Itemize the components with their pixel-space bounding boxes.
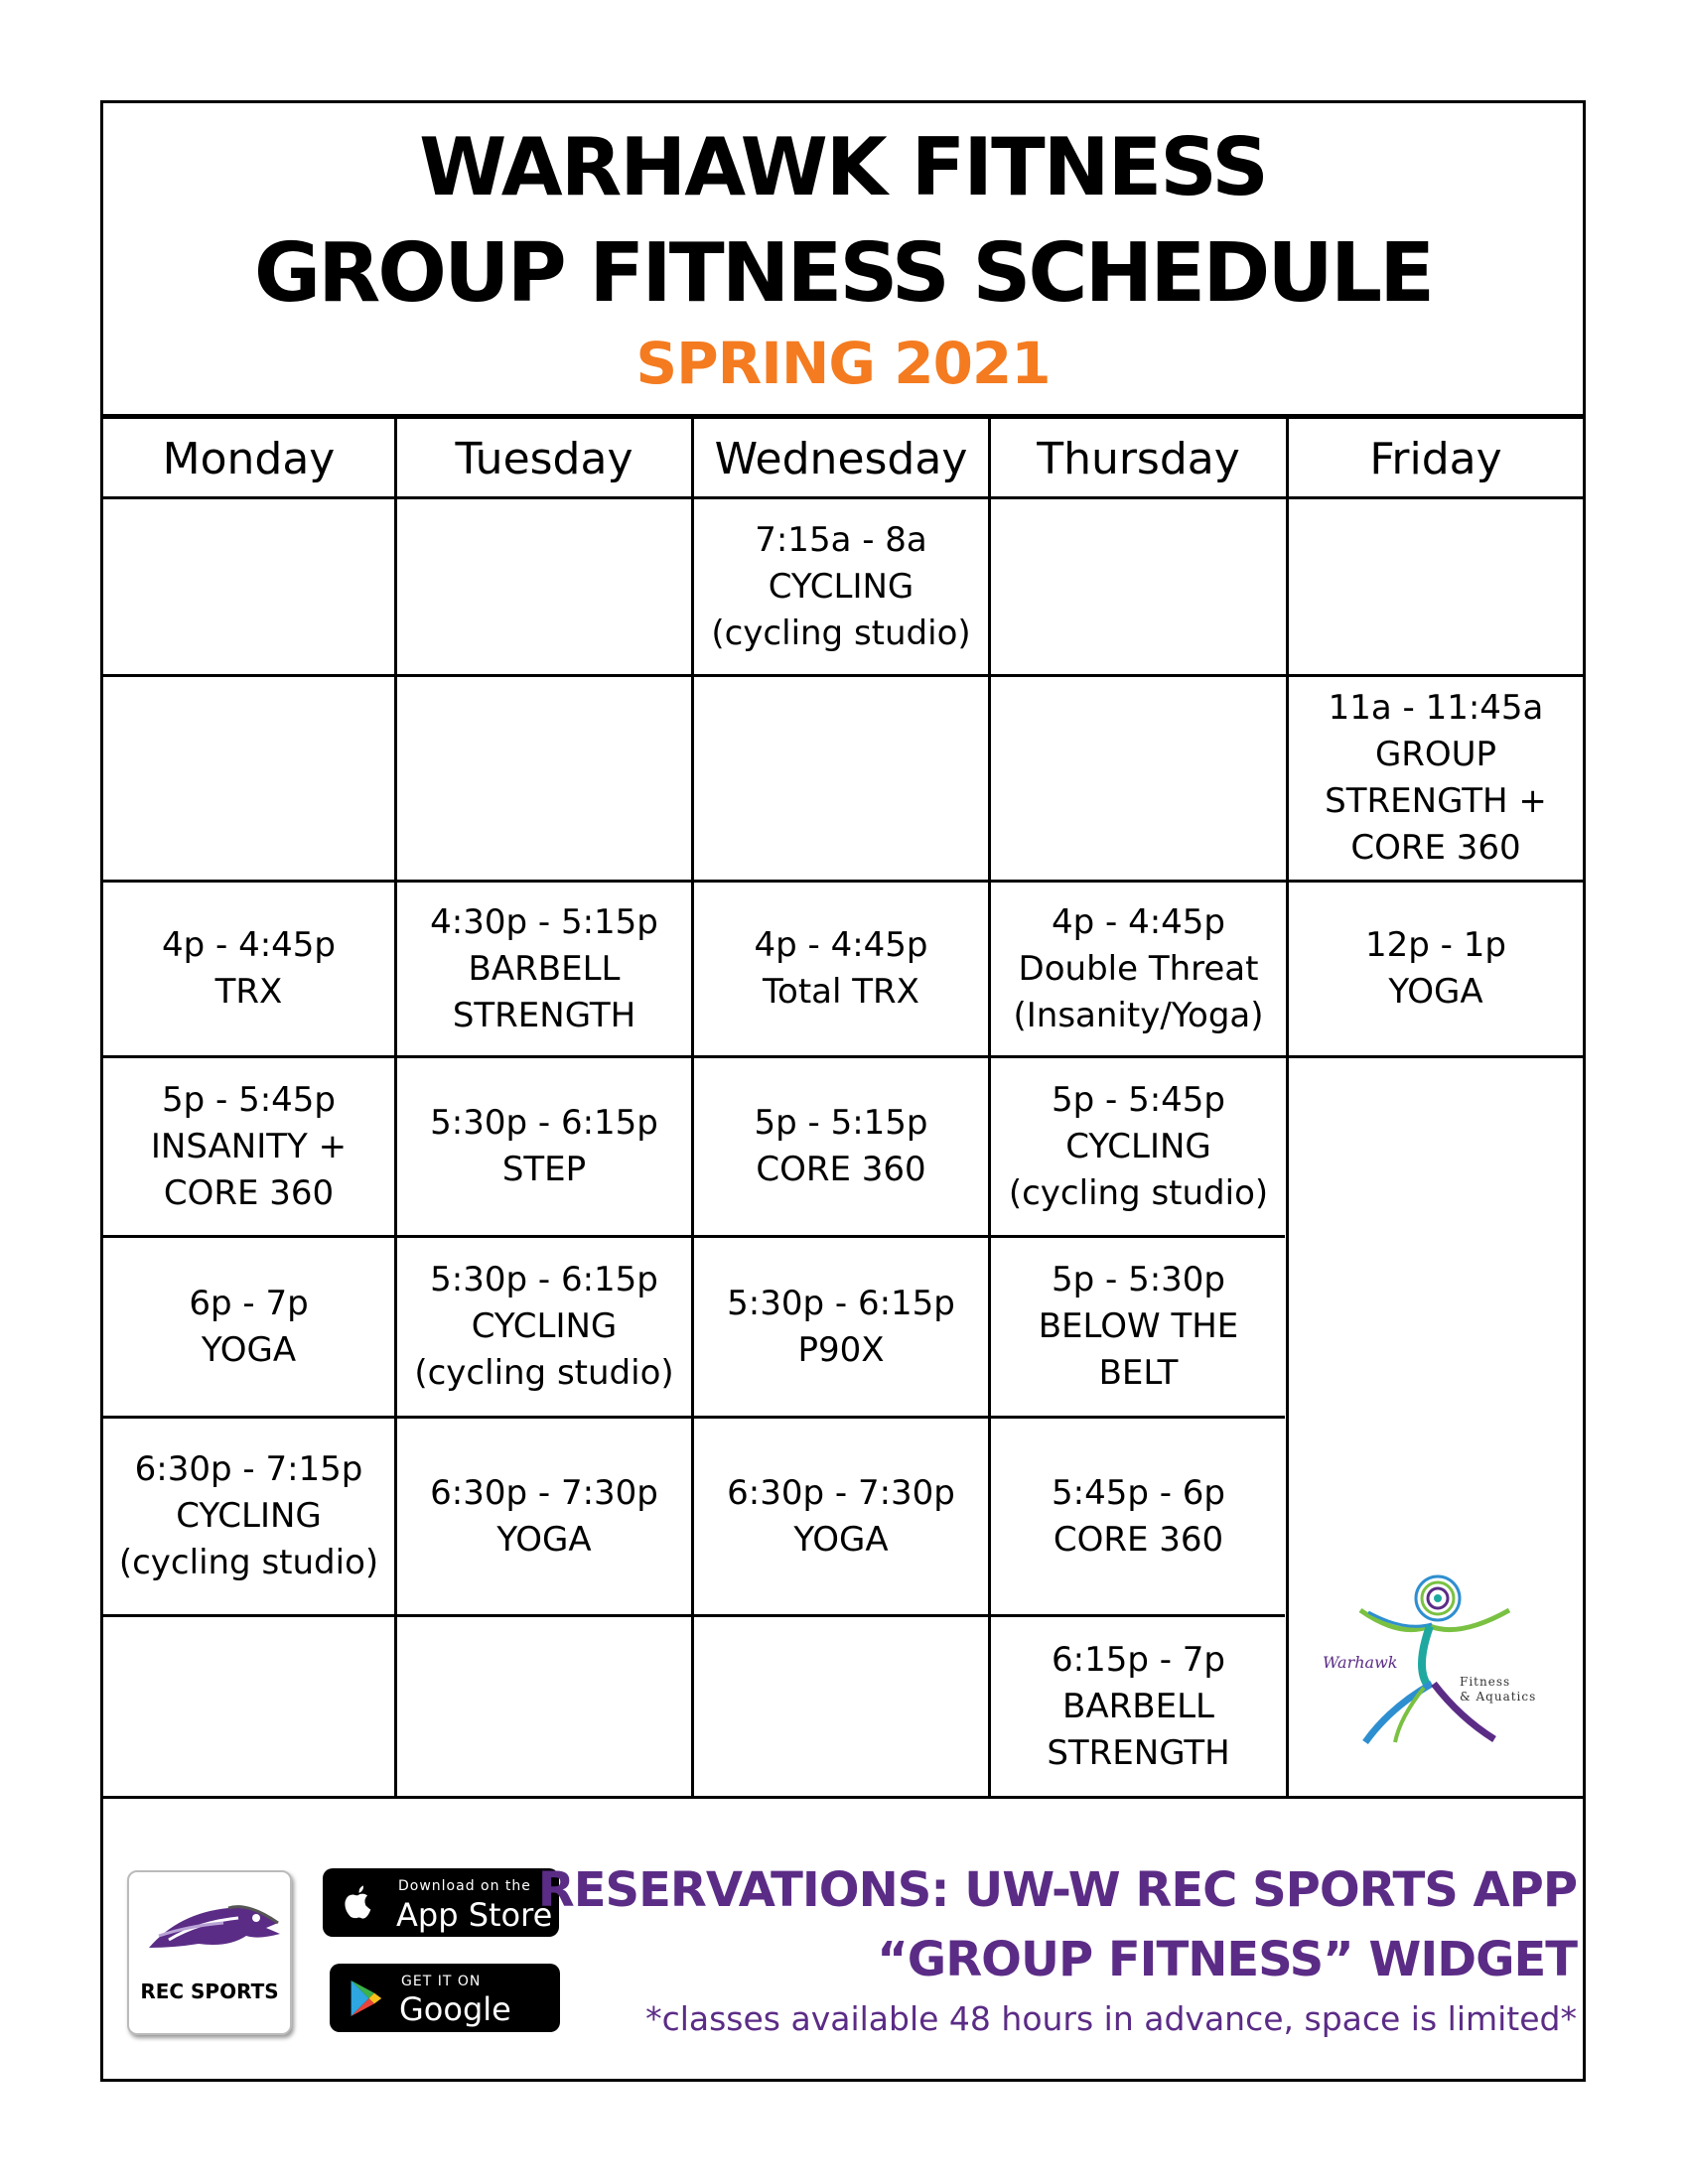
class-name: CYCLING bbox=[768, 566, 914, 607]
class-name: BARBELL bbox=[1062, 1686, 1214, 1726]
class-name: YOGA bbox=[201, 1329, 297, 1370]
class-cell bbox=[991, 1617, 1286, 1796]
google-play-big-text: Google Play bbox=[399, 1990, 511, 2066]
class-time: 6p - 7p bbox=[189, 1283, 309, 1323]
class-cell bbox=[103, 1419, 394, 1614]
class-cell bbox=[694, 883, 988, 1055]
class-time: 5p - 5:45p bbox=[161, 1079, 337, 1120]
class-time: 6:15p - 7p bbox=[1051, 1639, 1226, 1680]
class-name: CORE 360 bbox=[756, 1150, 926, 1189]
class-name: BELT bbox=[1098, 1353, 1179, 1393]
class-name: CYCLING bbox=[1065, 1126, 1211, 1166]
class-name: CYCLING bbox=[471, 1306, 618, 1346]
class-name: TRX bbox=[214, 972, 283, 1012]
class-cell bbox=[397, 1058, 691, 1235]
class-name: P90X bbox=[797, 1329, 885, 1370]
class-time: 4p - 4:45p bbox=[161, 925, 337, 965]
google-play-small-text: GET IT ON bbox=[401, 1974, 482, 1989]
class-name: YOGA bbox=[793, 1519, 889, 1560]
season-subtitle: SPRING 2021 bbox=[635, 330, 1051, 397]
day-header-wednesday: Wednesday bbox=[714, 433, 968, 484]
class-name: CORE 360 bbox=[1053, 1519, 1224, 1560]
class-time: 5p - 5:45p bbox=[1051, 1079, 1226, 1120]
warhawk-head-icon bbox=[129, 1878, 290, 1978]
class-name: INSANITY + bbox=[150, 1126, 348, 1166]
rec-sports-label: REC SPORTS bbox=[140, 1979, 279, 2003]
class-location: (cycling studio) bbox=[1008, 1172, 1269, 1213]
logo-text-aquatics: & Aquatics bbox=[1460, 1690, 1537, 1704]
logo-script-text: Warhawk bbox=[1323, 1653, 1398, 1672]
class-time: 5:45p - 6p bbox=[1051, 1472, 1226, 1513]
class-cell bbox=[694, 1058, 988, 1235]
reservations-note: *classes available 48 hours in advance, space is limited* bbox=[645, 1999, 1577, 2038]
page-title-line1: WARHAWK FITNESS bbox=[419, 121, 1267, 213]
title-block bbox=[100, 103, 1586, 417]
class-location: (cycling studio) bbox=[414, 1353, 674, 1393]
class-cell bbox=[1289, 883, 1583, 1055]
class-time: 6:30p - 7:15p bbox=[134, 1449, 363, 1489]
logo-text-fitness: Fitness bbox=[1460, 1675, 1511, 1689]
class-location: (Insanity/Yoga) bbox=[1013, 995, 1264, 1035]
class-name: Total TRX bbox=[763, 972, 919, 1012]
class-cell bbox=[397, 1419, 691, 1614]
class-time: 4p - 4:45p bbox=[754, 925, 928, 965]
class-name: BARBELL bbox=[468, 948, 621, 989]
class-cell bbox=[991, 1058, 1286, 1235]
class-time: 6:30p - 7:30p bbox=[430, 1472, 658, 1513]
grid-line bbox=[100, 1796, 1586, 1799]
class-cell bbox=[991, 1419, 1286, 1614]
app-store-big-text: App Store bbox=[396, 1896, 553, 1934]
class-cell bbox=[694, 1419, 988, 1614]
class-cell bbox=[103, 1238, 394, 1416]
class-time: 4p - 4:45p bbox=[1051, 901, 1226, 942]
class-cell bbox=[694, 499, 988, 674]
class-name: BELOW THE bbox=[1038, 1306, 1239, 1346]
class-time: 11a - 11:45a bbox=[1328, 688, 1544, 728]
class-name: STEP bbox=[501, 1150, 587, 1189]
app-store-small-text: Download on the bbox=[398, 1878, 531, 1894]
google-play-icon bbox=[348, 1979, 383, 2018]
class-location: (cycling studio) bbox=[711, 613, 971, 653]
app-store-button[interactable] bbox=[323, 1868, 559, 1937]
class-time: 5:30p - 6:15p bbox=[430, 1260, 658, 1299]
warhawk-fitness-aquatics-logo bbox=[1321, 1569, 1559, 1747]
class-cell bbox=[694, 1238, 988, 1416]
rec-sports-app-badge[interactable] bbox=[127, 1870, 292, 2035]
class-name: YOGA bbox=[496, 1519, 592, 1560]
page-title-line2: GROUP FITNESS SCHEDULE bbox=[253, 226, 1433, 321]
class-name: YOGA bbox=[1388, 972, 1483, 1012]
class-time: 12p - 1p bbox=[1365, 925, 1506, 965]
day-header-friday: Friday bbox=[1369, 433, 1502, 484]
class-cell bbox=[397, 883, 691, 1055]
class-time: 7:15a - 8a bbox=[755, 519, 927, 560]
day-header-tuesday: Tuesday bbox=[455, 433, 633, 484]
class-time: 5p - 5:30p bbox=[1051, 1260, 1226, 1299]
class-time: 5p - 5:15p bbox=[754, 1103, 928, 1143]
class-time: 5:30p - 6:15p bbox=[727, 1283, 955, 1323]
reservations-line2: “GROUP FITNESS” WIDGET bbox=[877, 1932, 1577, 1987]
class-time: 6:30p - 7:30p bbox=[727, 1472, 955, 1513]
class-name: CYCLING bbox=[176, 1496, 322, 1536]
google-play-button[interactable] bbox=[330, 1964, 560, 2066]
class-location: (cycling studio) bbox=[118, 1543, 379, 1582]
reservations-line1: RESERVATIONS: UW-W REC SPORTS APP bbox=[537, 1862, 1577, 1918]
day-header-monday: Monday bbox=[162, 433, 336, 484]
class-time: 5:30p - 6:15p bbox=[430, 1103, 658, 1143]
class-name: CORE 360 bbox=[1350, 828, 1521, 868]
grid-line bbox=[1286, 417, 1289, 1799]
day-header-thursday: Thursday bbox=[1037, 433, 1240, 484]
class-name: GROUP bbox=[1374, 735, 1497, 774]
class-cell bbox=[103, 1058, 394, 1235]
class-cell bbox=[991, 883, 1286, 1055]
class-name: STRENGTH bbox=[452, 995, 636, 1035]
class-name: STRENGTH + bbox=[1325, 781, 1547, 821]
class-cell bbox=[1289, 677, 1583, 880]
class-name: CORE 360 bbox=[163, 1172, 335, 1213]
class-cell bbox=[991, 1238, 1286, 1416]
class-cell bbox=[103, 883, 394, 1055]
class-cell bbox=[397, 1238, 691, 1416]
class-name: Double Threat bbox=[1018, 948, 1259, 989]
class-name: STRENGTH bbox=[1047, 1732, 1230, 1773]
apple-icon bbox=[341, 1882, 374, 1922]
class-time: 4:30p - 5:15p bbox=[430, 901, 658, 942]
